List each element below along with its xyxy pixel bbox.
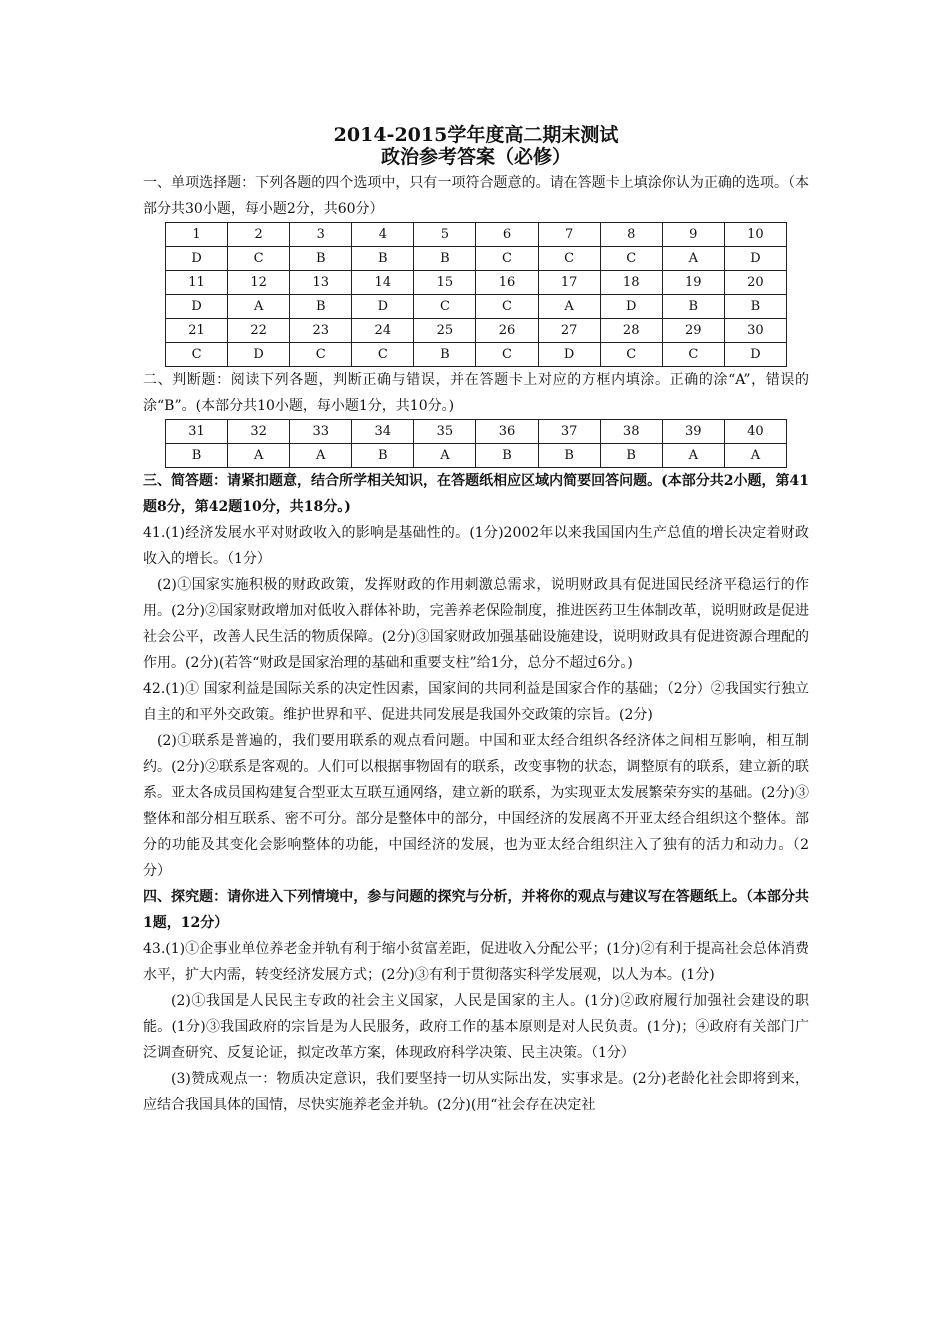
table-cell: A	[724, 444, 786, 468]
q43-part1: 43.(1)①企事业单位养老金并轨有利于缩小贫富差距，促进收入分配公平；(1分)②有利于提高社会总体消费水平，扩大内需，转变经济发展方式；(2分)③有利于贯彻落实科学发展观，以人为本。(1分)	[143, 941, 809, 983]
table-cell: 21	[166, 319, 228, 343]
table-cell: B	[290, 247, 352, 271]
table-cell: 29	[662, 319, 724, 343]
table-cell: 18	[600, 271, 662, 295]
table-cell: C	[352, 343, 414, 367]
table-cell: C	[166, 343, 228, 367]
table-cell: 15	[414, 271, 476, 295]
table-cell: B	[352, 247, 414, 271]
table-cell: B	[414, 247, 476, 271]
section3-header: 三、简答题：请紧扣题意，结合所学相关知识，在答题纸相应区域内简要回答问题。(本部分共2小题，第41题8分，第42题10分，共18分。)	[143, 473, 809, 515]
table-cell: 8	[600, 223, 662, 247]
q41-part1: 41.(1)经济发展水平对财政收入的影响是基础性的。(1分)2002年以来我国国内生产总值的增长决定着财政收入的增长。（1分）	[143, 525, 809, 567]
table-cell: 2	[228, 223, 290, 247]
table-cell: 27	[538, 319, 600, 343]
q43-part2: (2)①我国是人民民主专政的社会主义国家，人民是国家的主人。(1分)②政府履行加强社会建设的职能。(1分)③我国政府的宗旨是为人民服务，政府工作的基本原则是对人民负责。(1分)；④政府有关部门广泛调查研究、反复论证，拟定改革方案，体现政府科学决策、民主决策。（1分）	[143, 993, 809, 1061]
table-cell: C	[662, 343, 724, 367]
table-cell: 22	[228, 319, 290, 343]
table-cell: 1	[166, 223, 228, 247]
table-cell: C	[600, 343, 662, 367]
table-cell: D	[724, 343, 786, 367]
table-cell: 36	[476, 420, 538, 444]
table-row	[166, 223, 787, 247]
document-subtitle: 政治参考答案（必修）	[380, 146, 571, 168]
table-cell: D	[166, 247, 228, 271]
table-cell: C	[538, 247, 600, 271]
table-row	[166, 444, 787, 468]
table-cell: 24	[352, 319, 414, 343]
table-cell: 40	[724, 420, 786, 444]
table-cell: C	[476, 295, 538, 319]
table-cell: 33	[290, 420, 352, 444]
table-cell: 3	[290, 223, 352, 247]
table-cell: B	[724, 295, 786, 319]
table-cell: 10	[724, 223, 786, 247]
table-cell: 5	[414, 223, 476, 247]
table-row	[166, 295, 787, 319]
table-cell: 28	[600, 319, 662, 343]
table-cell: 16	[476, 271, 538, 295]
table-cell: A	[414, 444, 476, 468]
q42-part2: (2)①联系是普遍的，我们要用联系的观点看问题。中国和亚太经合组织各经济体之间相互影响，相互制约。(2分)②联系是客观的。人们可以根据事物固有的联系，改变事物的状态，调整原有的联系，建立新的联系。亚太各成员国构建复合型亚太互联互通网络，建立新的联系，为实现亚太发展繁荣夯实的基础。(2分)③整体和部分相互联系、密不可分。部分是整体中的部分，中国经济的发展离不开亚太经合组织这个整体。部分的功能及其变化会影响整体的功能，中国经济的发展，也为亚太经合组织注入了独有的活力和动力。（2分）	[143, 733, 809, 879]
table-cell: B	[476, 444, 538, 468]
table-cell: 17	[538, 271, 600, 295]
table-cell: 38	[600, 420, 662, 444]
table-cell: 4	[352, 223, 414, 247]
table-cell: C	[476, 247, 538, 271]
table-cell: 30	[724, 319, 786, 343]
table-cell: B	[662, 295, 724, 319]
table-cell: D	[352, 295, 414, 319]
table-cell: C	[600, 247, 662, 271]
table-cell: 35	[414, 420, 476, 444]
answer-document	[143, 124, 809, 1118]
table-cell: 6	[476, 223, 538, 247]
table-cell: A	[228, 295, 290, 319]
table-cell: D	[600, 295, 662, 319]
section1-header: 一、单项选择题：下列各题的四个选项中，只有一项符合题意的。请在答题卡上填涂你认为正确的选项。（本部分共30小题，每小题2分，共60分）	[143, 175, 809, 217]
table-cell: 14	[352, 271, 414, 295]
mc-answer-table	[165, 222, 787, 367]
table-cell: B	[538, 444, 600, 468]
table-cell: 26	[476, 319, 538, 343]
table-cell: A	[538, 295, 600, 319]
table-cell: 37	[538, 420, 600, 444]
table-cell: C	[414, 295, 476, 319]
table-row	[166, 247, 787, 271]
table-cell: A	[228, 444, 290, 468]
table-cell: D	[538, 343, 600, 367]
table-cell: B	[414, 343, 476, 367]
table-cell: D	[166, 295, 228, 319]
table-cell: 32	[228, 420, 290, 444]
table-cell: B	[352, 444, 414, 468]
table-cell: 20	[724, 271, 786, 295]
table-cell: 25	[414, 319, 476, 343]
table-cell: 39	[662, 420, 724, 444]
table-cell: 31	[166, 420, 228, 444]
table-cell: A	[662, 444, 724, 468]
table-cell: A	[662, 247, 724, 271]
tf-answer-table	[165, 419, 787, 468]
table-cell: 13	[290, 271, 352, 295]
table-row	[166, 319, 787, 343]
table-cell: 9	[662, 223, 724, 247]
q41-part2: (2)①国家实施积极的财政政策，发挥财政的作用刺激总需求，说明财政具有促进国民经济平稳运行的作用。(2分)②国家财政增加对低收入群体补助，完善养老保险制度，推进医药卫生体制改革，说明财政是促进社会公平，改善人民生活的物质保障。(2分)③国家财政加强基础设施建设，说明财政具有促进资源合理配的作用。(2分)(若答“财政是国家治理的基础和重要支柱”给1分，总分不超过6分。)	[143, 577, 809, 671]
table-cell: C	[228, 247, 290, 271]
table-row	[166, 343, 787, 367]
table-cell: 19	[662, 271, 724, 295]
table-cell: 12	[228, 271, 290, 295]
document-title: 2014-2015学年度高二期末测试	[333, 124, 619, 146]
table-row	[166, 420, 787, 444]
table-cell: D	[228, 343, 290, 367]
table-cell: 23	[290, 319, 352, 343]
table-cell: B	[290, 295, 352, 319]
table-cell: 34	[352, 420, 414, 444]
table-cell: A	[290, 444, 352, 468]
table-cell: C	[290, 343, 352, 367]
q42-part1: 42.(1)① 国家利益是国际关系的决定性因素，国家间的共同利益是国家合作的基础；（2分）②我国实行独立自主的和平外交政策。维护世界和平、促进共同发展是我国外交政策的宗旨。(2分)	[143, 681, 809, 723]
section2-header: 二、判断题：阅读下列各题，判断正确与错误，并在答题卡上对应的方框内填涂。正确的涂“A”，错误的涂“B”。(本部分共10小题，每小题1分，共10分。)	[143, 372, 809, 414]
section4-header: 四、探究题：请你进入下列情境中，参与问题的探究与分析，并将你的观点与建议写在答题纸上。（本部分共1题，12分）	[143, 889, 809, 931]
table-cell: B	[166, 444, 228, 468]
table-cell: 7	[538, 223, 600, 247]
table-cell: C	[476, 343, 538, 367]
q43-part3: (3)赞成观点一：物质决定意识，我们要坚持一切从实际出发，实事求是。(2分)老龄化社会即将到来，应结合我国具体的国情，尽快实施养老金并轨。(2分)(用“社会存在决定社	[143, 1071, 809, 1113]
table-cell: B	[600, 444, 662, 468]
table-row	[166, 271, 787, 295]
table-cell: 11	[166, 271, 228, 295]
table-cell: D	[724, 247, 786, 271]
